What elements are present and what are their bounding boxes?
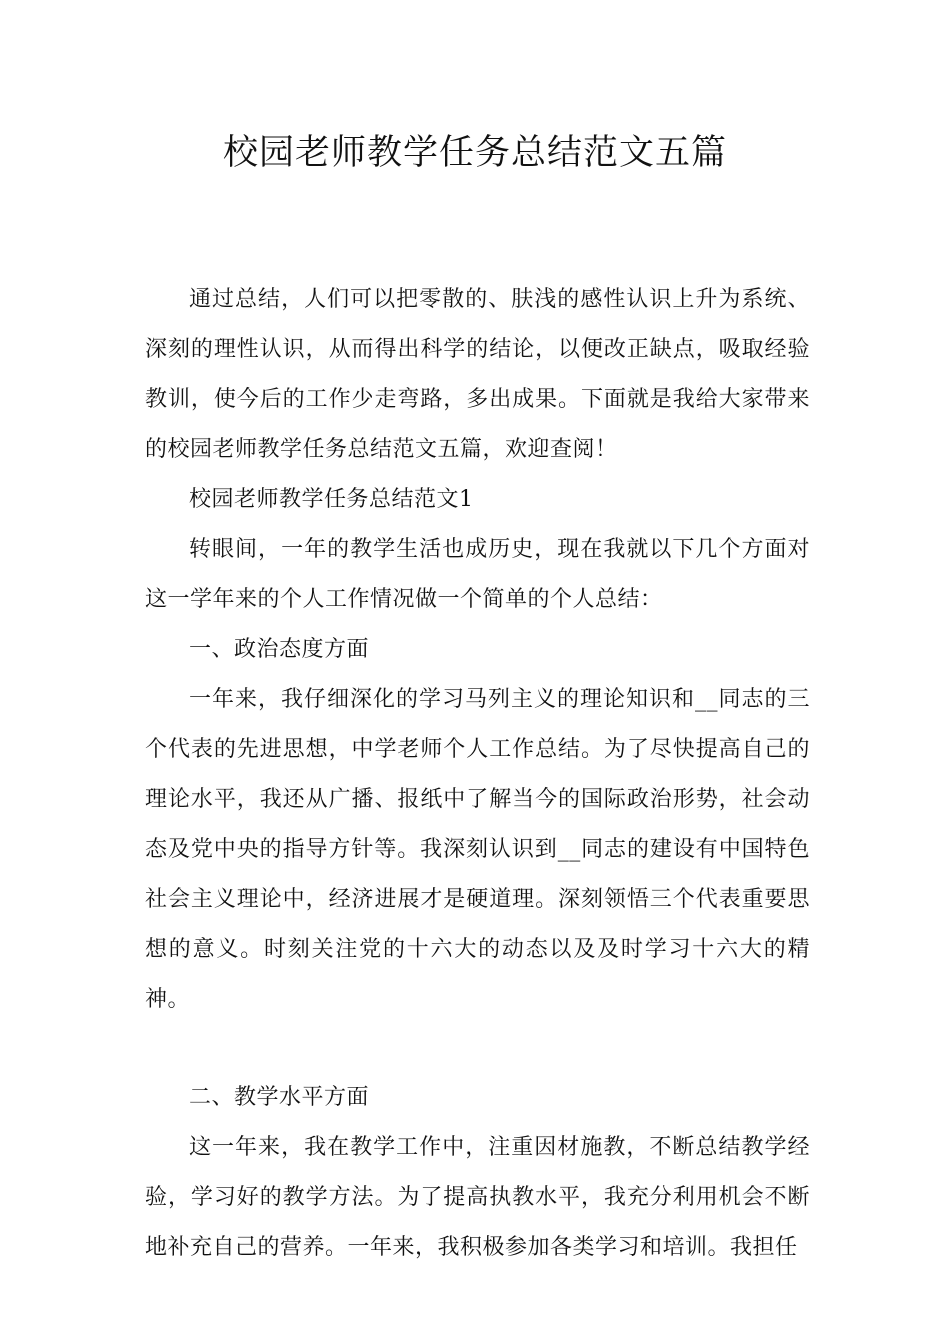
essay-1-opening-paragraph: 转眼间，一年的教学生活也成历史，现在我就以下几个方面对这一学年来的个人工作情况做一个简单的个人总结：: [145, 537, 810, 612]
subheading-teaching-level: 二、教学水平方面: [189, 1085, 370, 1110]
section-heading-essay-1: 校园老师教学任务总结范文1: [189, 487, 474, 512]
political-attitude-paragraph: 一年来，我仔细深化的学习马列主义的理论知识和__同志的三个代表的先进思想，中学老师个人工作总结。为了尽快提高自己的理论水平，我还从广播、报纸中了解当今的国际政治形势，社会动态及党中央的指导方针等。我深刻认识到__同志的建设有中国特色社会主义理论中，经济进展才是硬道理。深刻领悟三个代表重要思想的意义。时刻关注党的十六大的动态以及及时学习十六大的精神。: [145, 687, 810, 1012]
intro-paragraph: 通过总结，人们可以把零散的、肤浅的感性认识上升为系统、深刻的理性认识，从而得出科学的结论，以便改正缺点，吸取经验教训，使今后的工作少走弯路，多出成果。下面就是我给大家带来的校园老师教学任务总结范文五篇，欢迎查阅！: [145, 287, 810, 462]
teaching-level-paragraph: 这一年来，我在教学工作中，注重因材施教，不断总结教学经验，学习好的教学方法。为了提高执教水平，我充分利用机会不断地补充自己的营养。一年来，我积极参加各类学习和培训。我担任: [145, 1135, 810, 1260]
subheading-political-attitude: 一、政治态度方面: [189, 637, 370, 662]
document-body: [145, 275, 810, 1273]
document-title: 校园老师教学任务总结范文五篇: [222, 133, 727, 173]
